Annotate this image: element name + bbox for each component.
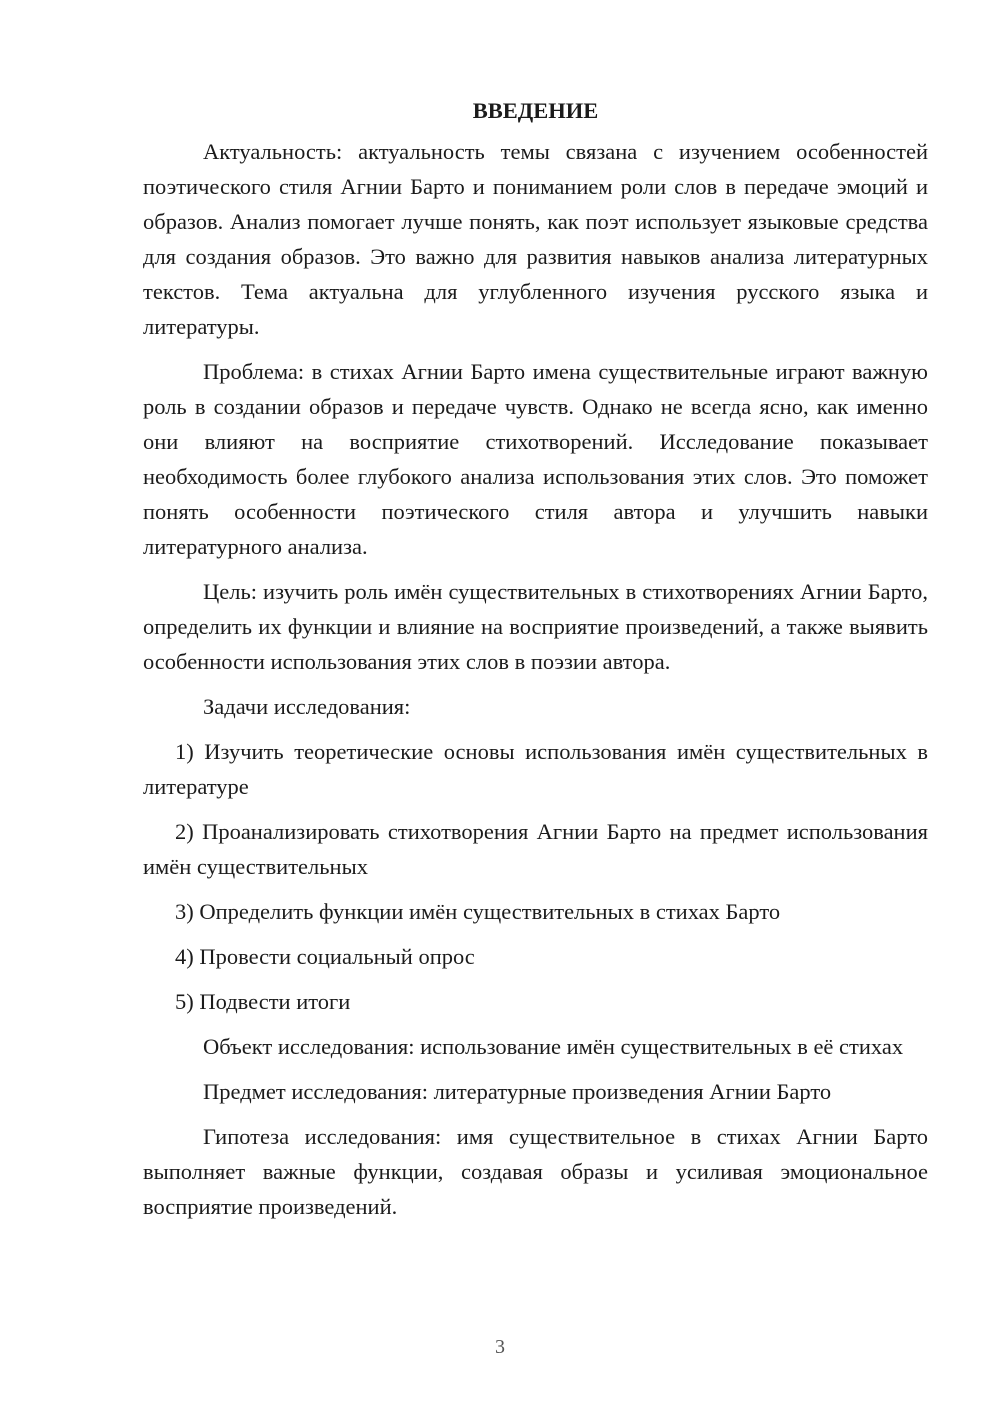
task-item-1: 1) Изучить теоретические основы использования имён существительных в литературе bbox=[143, 739, 928, 799]
task-item-5: 5) Подвести итоги bbox=[175, 989, 351, 1014]
paragraph-subject: Предмет исследования: литературные произведения Агнии Барто bbox=[203, 1079, 832, 1104]
page-number: 3 bbox=[495, 1336, 505, 1358]
task-item-3: 3) Определить функции имён существительных в стихах Барто bbox=[175, 899, 781, 924]
paragraph-relevance: Актуальность: актуальность темы связана с изучением особенностей поэтического стиля Агнии Барто и пониманием роли слов в передаче эмоций и образов. Анализ помогает лучше понять, как поэт использует языковые средства для создания образов. Это важно для развития навыков анализа литературных текстов. Тема актуальна для углубленного изучения русского языка и литературы. bbox=[143, 139, 928, 339]
paragraph-object: Объект исследования: использование имён существительных в её стихах bbox=[203, 1034, 904, 1059]
task-item-4: 4) Провести социальный опрос bbox=[175, 944, 475, 969]
task-item-2: 2) Проанализировать стихотворения Агнии Барто на предмет использования имён существительных bbox=[143, 819, 928, 879]
paragraph-hypothesis: Гипотеза исследования: имя существительное в стихах Агнии Барто выполняет важные функции, создавая образы и усиливая эмоциональное восприятие произведений. bbox=[143, 1124, 928, 1219]
paragraph-problem: Проблема: в стихах Агнии Барто имена существительные играют важную роль в создании образов и передаче чувств. Однако не всегда ясно, как именно они влияют на восприятие стихотворений. Исследование показывает необходимость более глубокого анализа использования этих слов. Это поможет понять особенности поэтического стиля автора и улучшить навыки литературного анализа. bbox=[143, 359, 928, 559]
page-content bbox=[143, 93, 928, 1234]
paragraph-goal: Цель: изучить роль имён существительных в стихотворениях Агнии Барто, определить их функции и влияние на восприятие произведений, а также выявить особенности использования этих слов в поэзии автора. bbox=[143, 579, 928, 674]
page-heading: ВВЕДЕНИЕ bbox=[472, 98, 599, 123]
tasks-title: Задачи исследования: bbox=[203, 694, 411, 719]
